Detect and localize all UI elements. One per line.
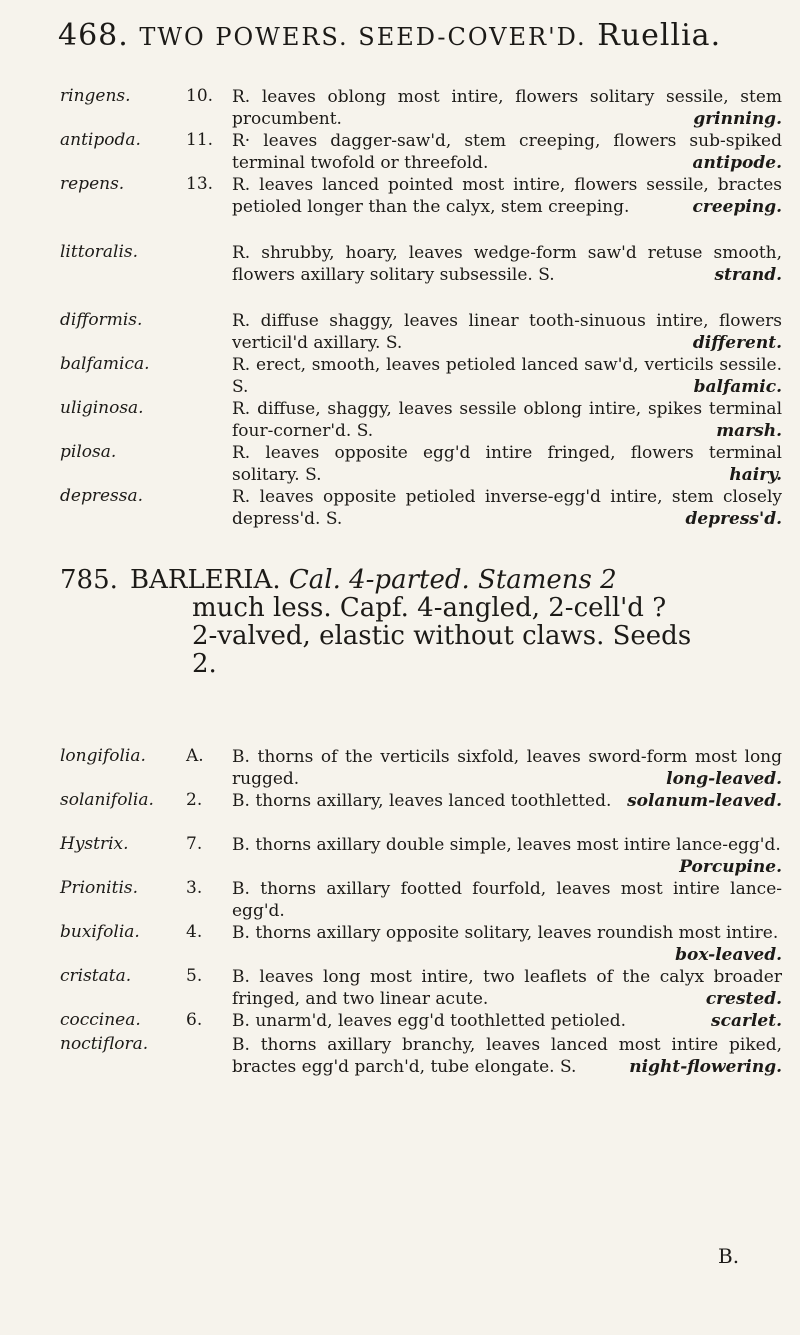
running-title: TWO POWERS. SEED-COVER'D. [139, 23, 587, 51]
entry-description [232, 174, 782, 218]
entry-description [232, 1034, 782, 1078]
genus-abbr: R. [232, 87, 251, 107]
entry-description [232, 878, 782, 922]
entry-number: 3. [186, 878, 203, 898]
entry-text: thorns axillary double simple, leaves most intire lance-egg'd. [255, 835, 781, 855]
species-name: balfamica. [60, 354, 150, 374]
species-name: ringens. [60, 86, 131, 106]
entry-text: thorns axillary, leaves lanced toothletted. [255, 791, 612, 811]
vernacular-name: solanum-leaved. [627, 791, 782, 811]
entry-text: leaves lanced pointed most intire, flowers sessile, bractes petioled longer than the calyx, stem creeping. [232, 175, 783, 217]
species-name: Hystrix. [60, 834, 129, 854]
entry-text: thorns axillary opposite solitary, leaves roundish most intire. [255, 923, 779, 943]
species-name: cristata. [60, 966, 132, 986]
entry-description [232, 1010, 782, 1032]
page-header [58, 18, 788, 53]
entry-number: 11. [186, 130, 214, 150]
entry-description [232, 398, 782, 442]
entry-text: diffuse shaggy, leaves linear tooth-sinuous intire, flowers verticil'd axillary. S. [232, 311, 783, 353]
genus-abbr: R. [232, 243, 251, 263]
vernacular-name: strand. [714, 265, 782, 285]
vernacular-name: grinning. [693, 109, 782, 129]
entry-text: leaves dagger-saw'd, stem creeping, flowers sub-spiked terminal twofold or threefold. [232, 131, 782, 173]
entry-number: 13. [186, 174, 214, 194]
entry-text: leaves opposite egg'd intire fringed, flowers terminal solitary. S. [232, 443, 782, 485]
species-name: littoralis. [60, 242, 139, 262]
entry-text: unarm'd, leaves egg'd toothletted petioled. [255, 1011, 626, 1031]
genus-abbr: B. [232, 1011, 250, 1031]
entry-description [232, 442, 782, 486]
vernacular-name: antipode. [692, 153, 782, 173]
genus-abbr: B. [232, 835, 250, 855]
entry-description [232, 966, 782, 1010]
vernacular-name: depress'd. [685, 509, 782, 529]
entry-text: thorns axillary footted fourfold, leaves most intire lance-egg'd. [232, 879, 782, 921]
genus-abbr: B. [232, 967, 250, 987]
genus-abbr: R· [232, 131, 251, 151]
entry-text: leaves long most intire, two leaflets of the calyx broader fringed, and two linear acute. [232, 967, 782, 1009]
genus-line: 2. [192, 649, 217, 679]
entry-text: leaves oblong most intire, flowers solitary sessile, stem procumbent. [232, 87, 782, 129]
species-name: antipoda. [60, 130, 141, 150]
catchword: B. [718, 1244, 740, 1268]
species-name: depressa. [60, 486, 143, 506]
genus-abbr: R. [232, 175, 251, 195]
vernacular-name: crested. [705, 989, 782, 1009]
vernacular-name: creeping. [692, 197, 782, 217]
entry-description [232, 130, 782, 174]
genus-title: Ruellia. [597, 18, 722, 53]
species-name: solanifolia. [60, 790, 154, 810]
entry-number: A. [186, 746, 204, 766]
species-name: uliginosa. [60, 398, 144, 418]
entry-description [232, 834, 782, 878]
genus-line: much less. Capf. 4-angled, 2-cell'd ? [192, 593, 667, 623]
genus-abbr: B. [232, 791, 250, 811]
entry-text: erect, smooth, leaves petioled lanced saw'd, verticils sessile. S. [232, 355, 783, 397]
species-name: buxifolia. [60, 922, 140, 942]
genus-abbr: R. [232, 487, 251, 507]
vernacular-name: long-leaved. [666, 769, 782, 789]
genus-abbr: R. [232, 355, 251, 375]
entry-number: 4. [186, 922, 203, 942]
vernacular-name: night-flowering. [629, 1057, 782, 1077]
entry-number: 2. [186, 790, 203, 810]
vernacular-name: scarlet. [711, 1011, 782, 1031]
species-name: Prionitis. [60, 878, 139, 898]
entry-text: thorns of the verticils sixfold, leaves sword-form most long rugged. [232, 747, 783, 789]
entry-description [232, 354, 782, 398]
entry-number: 7. [186, 834, 203, 854]
species-name: coccinea. [60, 1010, 141, 1030]
vernacular-name: box-leaved. [675, 945, 782, 965]
species-name: pilosa. [60, 442, 117, 462]
species-name: longifolia. [60, 746, 146, 766]
genus-number: 785. [60, 565, 118, 595]
entry-text: shrubby, hoary, leaves wedge-form saw'd retuse smooth, flowers axillary solitary subsessile. S. [232, 243, 783, 285]
entry-number: 6. [186, 1010, 203, 1030]
vernacular-name: different. [692, 333, 782, 353]
entry-description [232, 86, 782, 130]
entry-description [232, 310, 782, 354]
entry-number: 10. [186, 86, 214, 106]
genus-line: 2-valved, elastic without claws. Seeds [192, 621, 692, 651]
genus-abbr: B. [232, 879, 250, 899]
species-name: noctiflora. [60, 1034, 149, 1054]
genus-line [130, 566, 780, 594]
genus-text [130, 566, 780, 678]
genus-name: BARLERIA. [130, 565, 281, 595]
entry-description [232, 922, 782, 966]
vernacular-name: marsh. [716, 421, 782, 441]
genus-abbr: B. [232, 923, 250, 943]
vernacular-name: balfamic. [693, 377, 782, 397]
entry-description [232, 746, 782, 790]
genus-abbr: B. [232, 747, 250, 767]
vernacular-name: Porcupine. [679, 857, 782, 877]
genus-character: Cal. 4-parted. Stamens 2 [288, 565, 617, 595]
species-name: repens. [60, 174, 125, 194]
page-number: 468. [58, 18, 129, 53]
vernacular-name: hairy. [729, 465, 782, 485]
genus-abbr: B. [232, 1035, 250, 1055]
genus-abbr: R. [232, 443, 251, 463]
entry-text: leaves opposite petioled inverse-egg'd intire, stem closely depress'd. S. [232, 487, 782, 529]
genus-abbr: R. [232, 399, 251, 419]
entry-description [232, 790, 782, 812]
entry-text: thorns axillary branchy, leaves lanced most intire piked, bractes egg'd parch'd, tube elongate. S. [232, 1035, 782, 1077]
entry-number: 5. [186, 966, 203, 986]
species-name: difformis. [60, 310, 143, 330]
genus-abbr: R. [232, 311, 251, 331]
entry-description [232, 486, 782, 530]
entry-description [232, 242, 782, 286]
entry-text: diffuse, shaggy, leaves sessile oblong intire, spikes terminal four-corner'd. S. [232, 399, 783, 441]
